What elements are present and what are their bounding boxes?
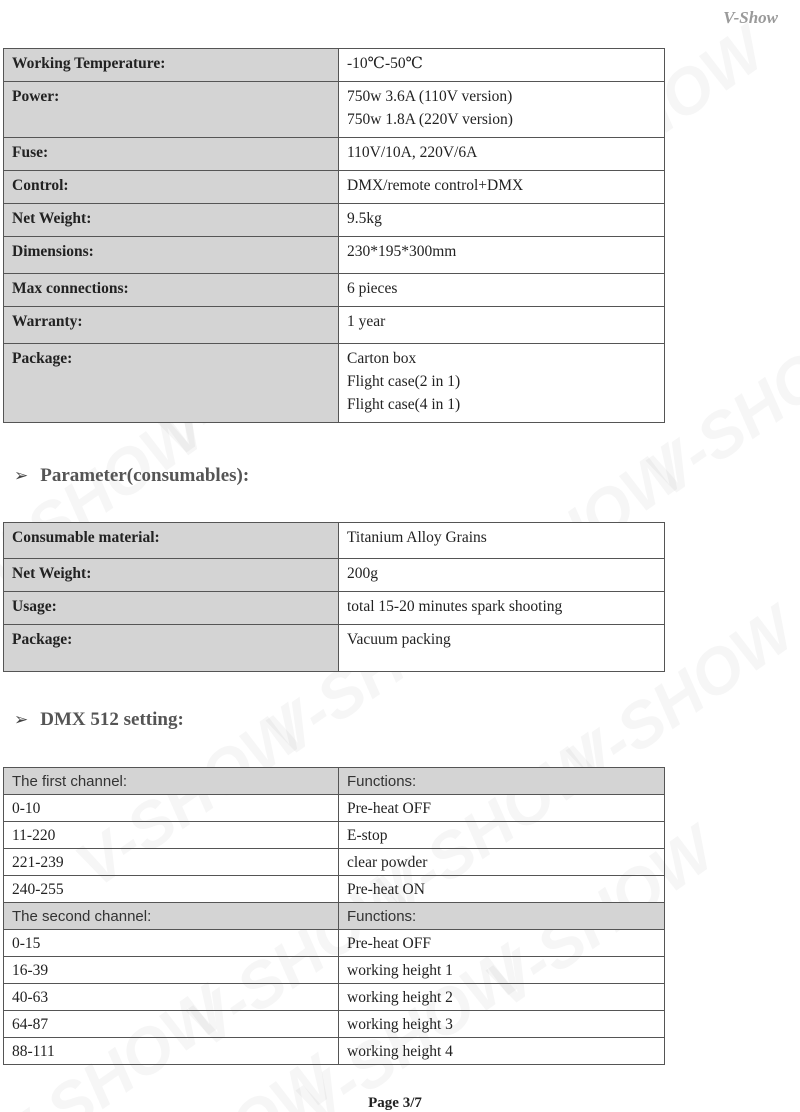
dmx-range: 16-39 [4,957,339,984]
table-row [4,984,665,1011]
dmx-range: 0-15 [4,930,339,957]
row-label: Control: [4,171,339,204]
value-line: Flight case(2 in 1) [347,373,461,390]
consumables-table [3,522,665,672]
row-value [339,204,665,237]
value-line: DMX/remote control+DMX [347,177,524,194]
row-label: Fuse: [4,138,339,171]
row-value [339,559,665,592]
bullet-arrow-icon: ➢ [14,466,29,485]
section-title: Parameter(consumables): [40,465,250,486]
row-label: Warranty: [4,307,339,344]
value-line: 750w 3.6A (110V version) [347,88,513,105]
dmx-table [3,767,665,1065]
row-label: Consumable material: [4,523,339,559]
row-label: Net Weight: [4,204,339,237]
value-line: Titanium Alloy Grains [347,529,487,546]
row-value [339,171,665,204]
dmx-range: 11-220 [4,822,339,849]
dmx-range: 88-111 [4,1038,339,1065]
row-label: Package: [4,344,339,423]
value-line: 230*195*300mm [347,243,457,260]
brand-header: V-Show [723,8,778,27]
value-line: 200g [347,565,378,582]
row-value [339,523,665,559]
dmx-range: 240-255 [4,876,339,903]
value-line: Vacuum packing [347,631,451,648]
value-line: 9.5kg [347,210,382,227]
dmx-function: clear powder [339,849,665,876]
table-row [4,795,665,822]
table-row [4,138,665,171]
table-row [4,344,665,423]
dmx-function: Pre-heat ON [339,876,665,903]
section-title: DMX 512 setting: [40,709,184,730]
row-value [339,274,665,307]
dmx-range: 40-63 [4,984,339,1011]
table-row [4,957,665,984]
value-line: Carton box [347,350,417,367]
dmx-range: The second channel: [4,903,339,930]
row-label: Net Weight: [4,559,339,592]
table-row [4,559,665,592]
row-label: Usage: [4,592,339,625]
dmx-function: Pre-heat OFF [339,795,665,822]
dmx-range: 221-239 [4,849,339,876]
table-row [4,1038,665,1065]
table-row [4,82,665,138]
table-row [4,822,665,849]
bullet-arrow-icon: ➢ [14,710,29,729]
table-row [4,592,665,625]
row-value [339,344,665,423]
section-dmx-heading [14,709,184,731]
value-line: 110V/10A, 220V/6A [347,144,478,161]
channel-header-row [4,768,665,795]
table-row [4,307,665,344]
channel-header-row [4,903,665,930]
table-row [4,237,665,274]
dmx-range: 0-10 [4,795,339,822]
row-value [339,82,665,138]
table-row [4,849,665,876]
table-row [4,930,665,957]
dmx-function: working height 3 [339,1011,665,1038]
value-line: Flight case(4 in 1) [347,396,461,413]
row-value [339,138,665,171]
row-label: Max connections: [4,274,339,307]
table-row [4,1011,665,1038]
dmx-function: Functions: [339,768,665,795]
value-line: 6 pieces [347,280,398,297]
dmx-function: working height 2 [339,984,665,1011]
table-row [4,49,665,82]
page-number: Page 3/7 [368,1095,422,1111]
row-label: Package: [4,625,339,672]
dmx-function: Functions: [339,903,665,930]
table-row [4,625,665,672]
dmx-function: E-stop [339,822,665,849]
value-line: 1 year [347,313,386,330]
table-row [4,171,665,204]
spec-table [3,48,665,423]
row-value [339,625,665,672]
table-row [4,523,665,559]
dmx-function: working height 4 [339,1038,665,1065]
dmx-function: working height 1 [339,957,665,984]
table-row [4,876,665,903]
dmx-function: Pre-heat OFF [339,930,665,957]
row-value [339,49,665,82]
table-row [4,274,665,307]
value-line: -10℃-50℃ [347,55,424,72]
row-value [339,307,665,344]
value-line: 750w 1.8A (220V version) [347,111,513,128]
dmx-range: The first channel: [4,768,339,795]
table-row [4,204,665,237]
row-label: Power: [4,82,339,138]
row-label: Working Temperature: [4,49,339,82]
row-value [339,592,665,625]
row-label: Dimensions: [4,237,339,274]
dmx-range: 64-87 [4,1011,339,1038]
value-line: total 15-20 minutes spark shooting [347,598,563,615]
section-consumables-heading [14,465,249,487]
row-value [339,237,665,274]
